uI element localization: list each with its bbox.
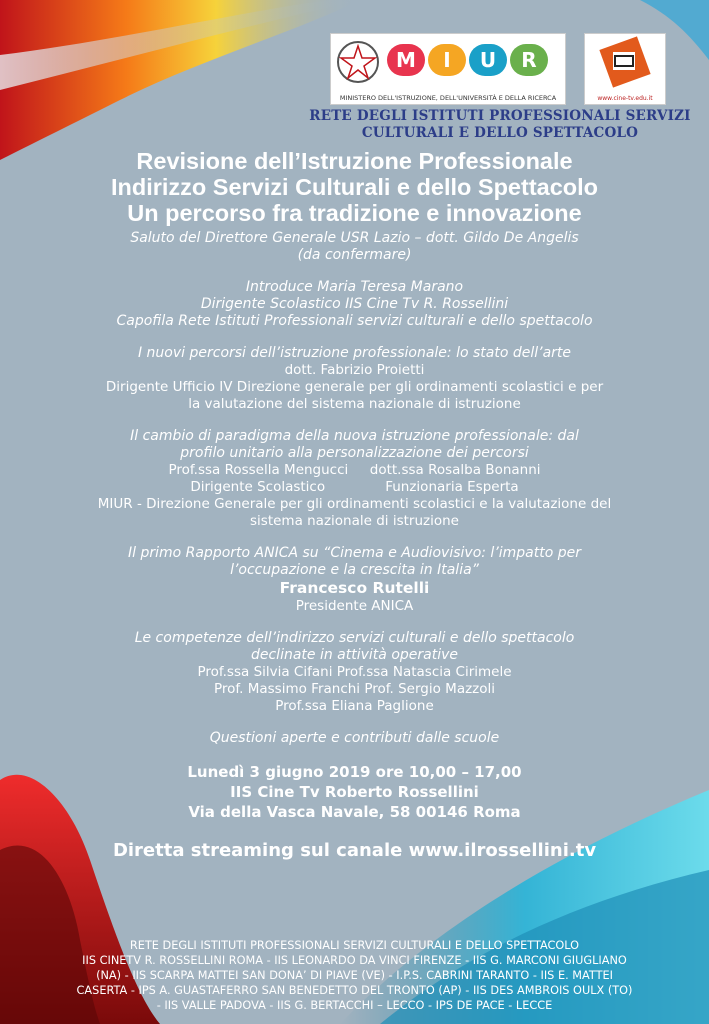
title-line: Indirizzo Servizi Culturali e dello Spettacolo	[110, 174, 599, 200]
talk-1	[0, 345, 709, 413]
talk-3	[0, 545, 709, 615]
intro-line: Introduce Maria Teresa Marano	[245, 279, 464, 295]
talk-org: MIUR - Direzione Generale per gli ordinamenti scolastici e la valutazione del	[97, 496, 612, 512]
talk-org: sistema nazionale di istruzione	[250, 513, 459, 529]
greeting-line: (da confermare)	[297, 247, 412, 263]
talk-role: Dirigente Ufficio IV Direzione generale per gli ordinamenti scolastici e per	[105, 379, 604, 395]
miur-letter: U	[469, 44, 507, 76]
talk-speakers: Prof. Massimo Franchi Prof. Sergio Mazzoli	[213, 681, 496, 697]
event-date: Lunedì 3 giugno 2019 ore 10,00 – 17,00	[187, 763, 522, 781]
title-line: Revisione dell’Istruzione Professionale	[136, 148, 573, 174]
talk-speakers	[0, 462, 709, 479]
event-venue: IIS Cine Tv Roberto Rossellini	[230, 783, 479, 801]
footer-line: IIS CINETV R. ROSSELLINI ROMA - IIS LEONARDO DA VINCI FIRENZE - IIS G. MARCONI GIUGLIANO	[82, 954, 627, 967]
footer-network-list	[0, 938, 709, 1013]
network-header-line: RETE DEGLI ISTITUTI PROFESSIONALI SERVIZI	[309, 108, 691, 124]
talk-speaker: Francesco Rutelli	[279, 579, 430, 597]
italian-emblem-icon	[335, 38, 381, 88]
film-reel-icon	[585, 34, 665, 94]
event-address: Via della Vasca Navale, 58 00146 Roma	[188, 803, 521, 821]
greeting-line: Saluto del Direttore Generale USR Lazio – dott. Gildo De Angelis	[130, 230, 579, 246]
talk-role: la valutazione del sistema nazionale di istruzione	[188, 396, 521, 412]
talk-speakers: Prof.ssa Silvia Cifani Prof.ssa Natascia Cirimele	[197, 664, 512, 680]
talk-speaker: dott. Fabrizio Proietti	[284, 362, 425, 378]
talk-roles	[0, 479, 709, 496]
footer-line: RETE DEGLI ISTITUTI PROFESSIONALI SERVIZI CULTURALI E DELLO SPETTACOLO	[129, 939, 580, 952]
greeting	[0, 230, 709, 264]
talk-title: Le competenze dell’indirizzo servizi culturali e dello spettacolo	[134, 630, 575, 646]
talk-title: Il cambio di paradigma della nuova istruzione professionale: dal	[130, 428, 579, 444]
talk-title: profilo unitario alla personalizzazione dei percorsi	[180, 445, 529, 461]
speaker-name: dott.ssa Rosalba Bonanni	[369, 462, 541, 478]
miur-letter: M	[387, 44, 425, 76]
network-header-line: CULTURALI E DELLO SPETTACOLO	[361, 125, 639, 141]
cine-tv-logo	[584, 33, 666, 105]
intro-line: Capofila Rete Istituti Professionali servizi culturali e dello spettacolo	[116, 313, 593, 329]
page-title	[0, 148, 709, 226]
cine-caption: www.cine-tv.edu.it	[597, 95, 653, 102]
speaker-role: Dirigente Scolastico	[190, 479, 326, 495]
footer-line: - IIS VALLE PADOVA - IIS G. BERTACCHI – LECCO - IPS DE PACE - LECCE	[156, 999, 553, 1012]
talk-4	[0, 630, 709, 715]
title-line: Un percorso fra tradizione e innovazione	[127, 200, 582, 226]
talk-title: Il primo Rapporto ANICA su “Cinema e Audiovisivo: l’impatto per	[127, 545, 582, 561]
talk-title: l’occupazione e la crescita in Italia”	[230, 562, 479, 578]
speaker-role: Funzionaria Esperta	[385, 479, 519, 495]
introduction	[0, 279, 709, 330]
miur-logo	[330, 33, 566, 105]
miur-caption: MINISTERO DELL'ISTRUZIONE, DELL'UNIVERSITÀ E DELLA RICERCA	[339, 94, 557, 102]
miur-wordmark	[387, 44, 548, 76]
talk-title: I nuovi percorsi dell’istruzione professionale: lo stato dell’arte	[137, 345, 572, 361]
miur-letter: I	[428, 44, 466, 76]
talk-2	[0, 428, 709, 530]
event-details	[0, 762, 709, 822]
network-header	[300, 108, 700, 142]
talk-speakers: Prof.ssa Eliana Paglione	[275, 698, 434, 714]
streaming-info: Diretta streaming sul canale www.ilrossellini.tv	[112, 840, 597, 861]
talk-title: declinate in attività operative	[250, 647, 458, 663]
footer-line: CASERTA - IPS A. GUASTAFERRO SAN BENEDETTO DEL TRONTO (AP) - IIS DES AMBROIS OULX (TO)	[76, 984, 633, 997]
speaker-name: Prof.ssa Rossella Mengucci	[168, 462, 349, 478]
program-content	[0, 148, 709, 861]
miur-letter: R	[510, 44, 548, 76]
footer-line: (NA) - IIS SCARPA MATTEI SAN DONA’ DI PIAVE (VE) - I.P.S. CABRINI TARANTO - IIS E. MATTEI	[96, 969, 613, 982]
open-questions: Questioni aperte e contributi dalle scuole	[209, 730, 500, 746]
intro-line: Dirigente Scolastico IIS Cine Tv R. Rossellini	[200, 296, 509, 312]
talk-role: Presidente ANICA	[295, 598, 414, 614]
